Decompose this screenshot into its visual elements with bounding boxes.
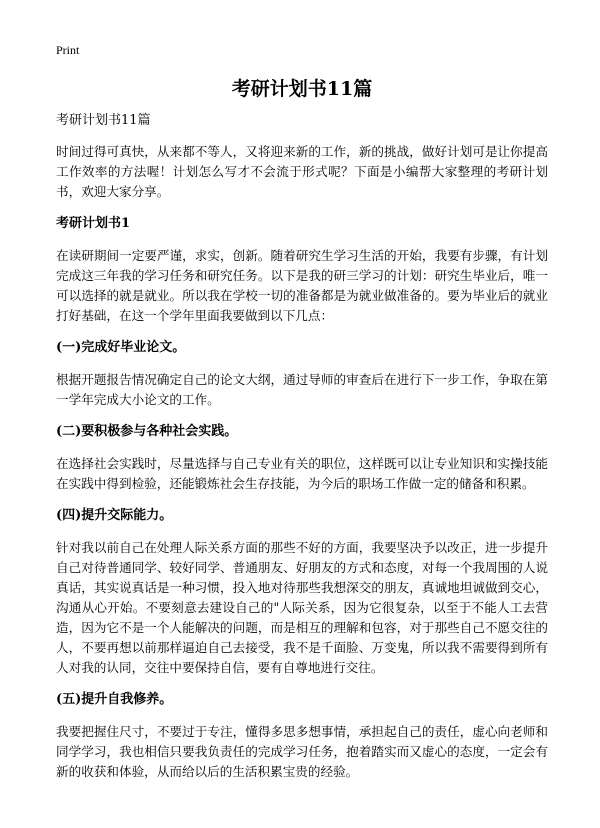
section-intro-paragraph: 在读研期间一定要严谨，求实，创新。随着研究生学习生活的开始，我要有步骤，有计划完成这三年我的学习任务和研究任务。以下是我的研三学习的计划：研究生毕业后，唯一可以选择的就是就业。所以我在学校一切的准备都是为就业做准备的。要为毕业后的就业打好基础，在这一个学年里面我要做到以下几点： <box>56 248 548 323</box>
section-heading: 考研计划书1 <box>56 216 131 231</box>
item-body-1: 根据开题报告情况确定自己的论文大纲，通过导师的审查后在进行下一步工作，争取在第一学年完成大小论文的工作。 <box>56 372 548 407</box>
item-heading-4: (四)提升交际能力。 <box>56 508 173 523</box>
item-heading-5: (五)提升自我修养。 <box>56 692 173 707</box>
intro-paragraph: 时间过得可真快，从来都不等人，又将迎来新的工作，新的挑战，做好计划可是让你提高工作效率的方法喔！计划怎么写才不会流于形式呢？下面是小编帮大家整理的考研计划书，欢迎大家分享。 <box>56 144 548 199</box>
item-heading-2: (二)要积极参与各种社会实践。 <box>56 424 238 439</box>
item-heading-1: (一)完成好毕业论文。 <box>56 340 186 355</box>
item-body-4: 针对我以前自己在处理人际关系方面的那些不好的方面，我要坚决予以改正，进一步提升自己对待普通同学、较好同学、普通朋友、好朋友的方式和态度，对每一个我周围的人说真话，其实说真话是一种习惯，投入地对待那些我想深交的朋友，真诚地坦诚做到交心，沟通从心开始。不要刻意去建设自己的"人际关系，因为它很复杂，以至于不能人工去营造，因为它不是一个人能解决的问题，而是相互的理解和包容，对于那些自己不愿交往的人，不要再想以前那样逼迫自己去接受，我不是千面脸、万变鬼，所以我不需要得到所有人对我的认同，交往中要保持自信，要有自尊地进行交往。 <box>56 540 548 675</box>
item-body-5: 我要把握住尺寸，不要过于专注，懂得多思多想事情，承担起自己的责任，虚心向老师和同学学习，我也相信只要我负责任的完成学习任务，抱着踏实而又虚心的态度，一定会有新的收获和体验，从而给以后的生活积累宝贵的经验。 <box>56 724 548 779</box>
item-body-2: 在选择社会实践时，尽量选择与自己专业有关的职位，这样既可以让专业知识和实操技能在实践中得到检验，还能锻炼社会生存技能，为今后的职场工作做一定的储备和积累。 <box>56 456 548 491</box>
document-subtitle: 考研计划书11篇 <box>56 113 151 128</box>
document-title: 考研计划书11篇 <box>231 78 373 100</box>
print-label: Print <box>56 43 80 57</box>
